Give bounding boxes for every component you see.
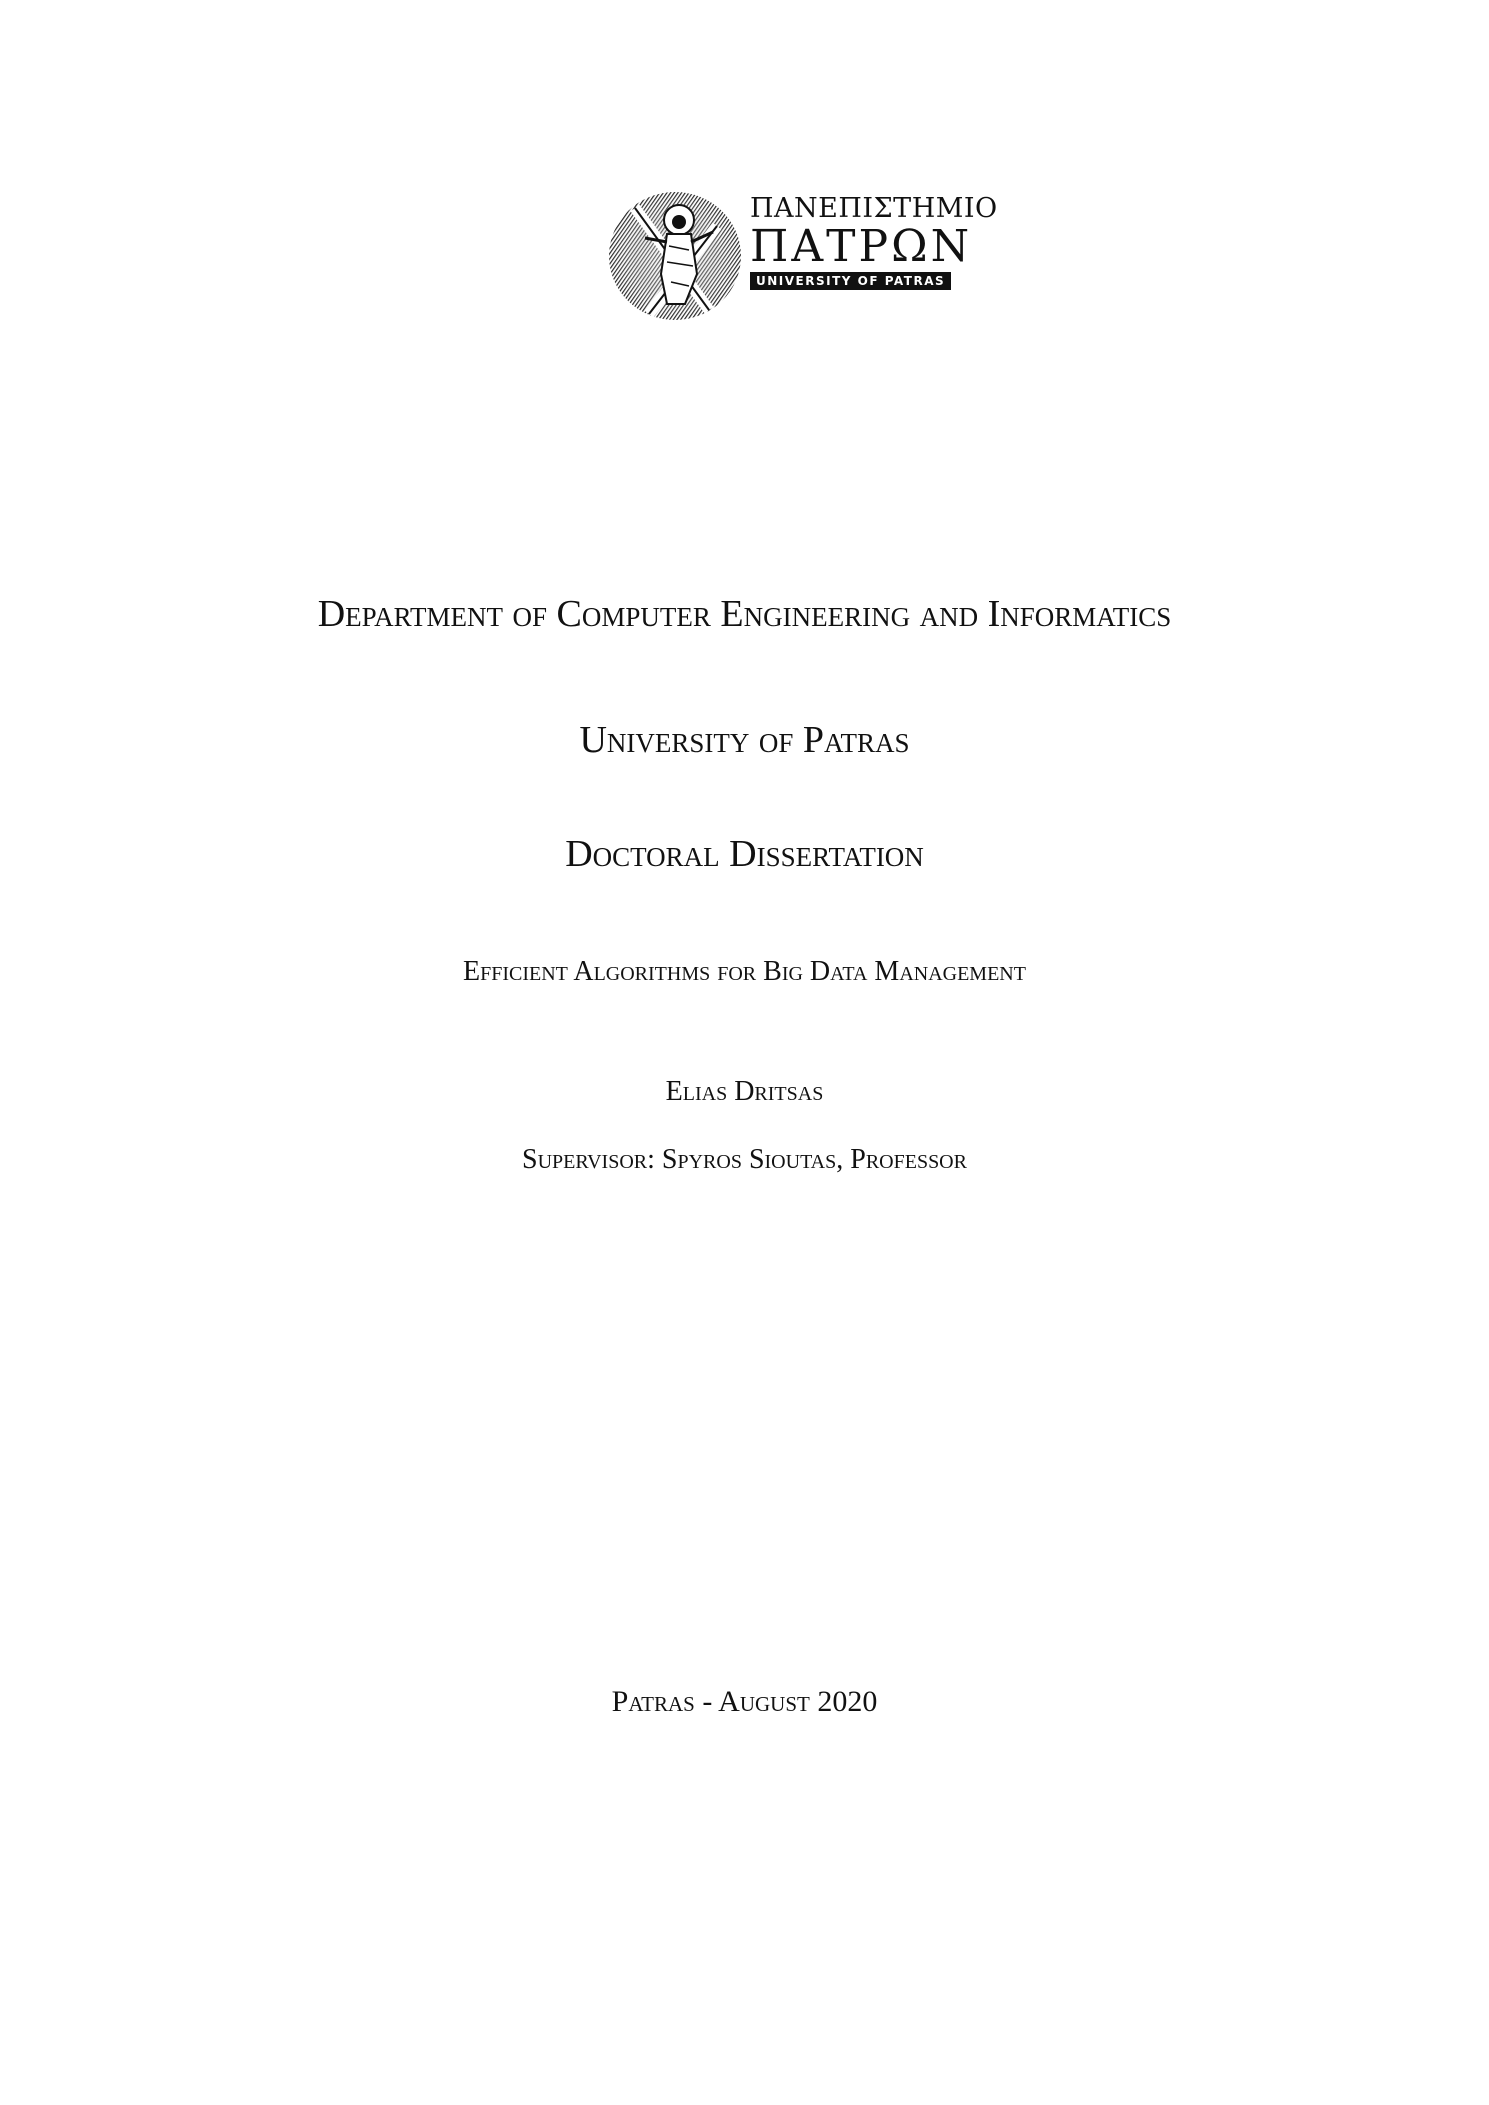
university-name: University of Patras [579,719,910,761]
document-type: Doctoral Dissertation [565,833,924,875]
logo-wordmark [750,193,998,290]
thesis-title: Efficient Algorithms for Big Data Management [463,956,1026,987]
logo-english-band: UNIVERSITY OF PATRAS [750,272,951,290]
saint-andrew-emblem-icon [605,186,745,326]
place-and-date: Patras - August 2020 [611,1685,878,1718]
supervisor-line: Supervisor: Spyros Sioutas, Professor [522,1144,967,1175]
logo-greek-university: ΠΑΝΕΠΙΣΤΗΜΙΟ [750,193,998,224]
logo-greek-patras: ΠΑΤΡΩΝ [750,221,973,272]
university-logo [605,186,998,326]
department-name: Department of Computer Engineering and Informatics [317,593,1172,635]
author-name: Elias Dritsas [665,1076,824,1107]
